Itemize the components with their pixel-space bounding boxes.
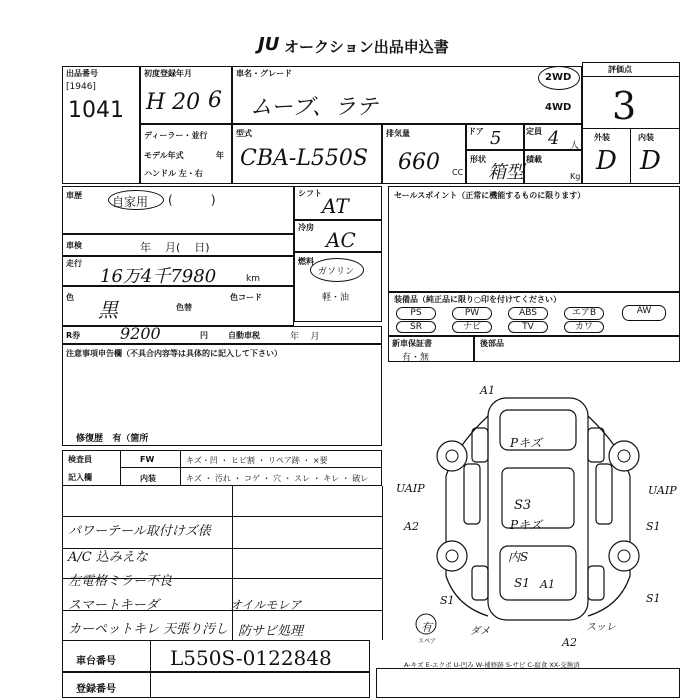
equip-ps: PS [396, 307, 436, 320]
tax-text: 年 月 [290, 332, 320, 342]
history-value: 自家用 [112, 195, 149, 209]
shift-label: シフト [298, 189, 322, 198]
back-parts-box [474, 336, 680, 362]
mileage-unit: km [246, 274, 260, 284]
dmg-a1-top: A1 [480, 384, 495, 397]
handle-label: ハンドル 左・右 [144, 169, 203, 178]
ext-label: 外装 [594, 133, 610, 142]
spare-label: スペア [418, 638, 437, 645]
inspection-label: 車検 [66, 241, 82, 250]
dmg-dame: ダメ [470, 626, 490, 637]
shape-value: 箱型 [488, 162, 524, 183]
recycle-label: R券 [66, 331, 81, 340]
doors-value: 5 [490, 128, 502, 149]
score-value: 3 [612, 84, 637, 128]
load-label: 積載 [526, 155, 542, 164]
ext-grade: D [596, 146, 617, 176]
tax-label: 自動車税 [228, 331, 260, 340]
fuel-value: ガソリン [318, 267, 355, 277]
capacity-value: 4 [548, 128, 560, 149]
int-label: 内装 [638, 133, 654, 142]
lot-number: 1041 [68, 98, 124, 123]
note-line-4: スマートキーダ [68, 598, 159, 613]
recycle-unit: 円 [200, 331, 208, 340]
recycle-box [62, 326, 382, 344]
lot-label: 出品番号 [66, 69, 98, 78]
fuel-label: 燃料 [298, 257, 314, 266]
displacement-value: 660 [398, 150, 440, 175]
equip-aw: AW [622, 305, 666, 321]
capacity-unit: 人 [570, 141, 580, 151]
chassis-value: L550S-0122848 [170, 646, 332, 670]
writer-label: 記入欄 [68, 473, 92, 482]
model-label: 型式 [236, 129, 252, 138]
car-name-label: 車名・グレード [236, 69, 292, 78]
sales-label: セールスポイント（正常に機能するものに限ります） [394, 191, 586, 200]
dmg-s1-left: S1 [440, 594, 455, 607]
recycle-value: 9200 [120, 324, 161, 343]
ac-value: AC [326, 228, 356, 252]
displacement-label: 排気量 [386, 129, 410, 138]
fw-label: FW [140, 455, 155, 464]
first-reg-label: 初度登録年月 [144, 69, 192, 78]
logo: JU [258, 34, 280, 55]
mid-note-2: 防サビ処理 [238, 624, 304, 639]
shape-label: 形状 [470, 155, 486, 164]
form-title: オークション出品申込書 [284, 38, 449, 56]
ac-label: 冷房 [298, 223, 314, 232]
damage-legend: A-キズ E-エクボ U-凹み W-補修跡 S-サビ C-腐食 XX-交換済 [404, 661, 580, 669]
color-label: 色 [66, 293, 74, 302]
warranty-label: 新車保証書 [392, 339, 432, 348]
color-code-label: 色コード [230, 293, 262, 302]
fw-text: キズ・凹 ・ ヒビ割 ・ リペア跡 ・ ×要 [186, 456, 328, 465]
warranty-value: 有・無 [402, 353, 430, 363]
back-parts-label: 後部品 [480, 339, 504, 348]
first-reg-year: H 20 [146, 90, 201, 115]
four-wd: 4WD [545, 102, 572, 113]
capacity-label: 定員 [526, 127, 542, 136]
stamp-box [376, 668, 680, 698]
lot-sub: [1946] [66, 82, 96, 92]
dmg-a2-bottom: A2 [562, 636, 577, 649]
model-year-label: モデル年式 [144, 151, 184, 160]
note-line-5: カーペットキレ 天張り汚し [68, 622, 229, 637]
equipment-label: 装備品（純正品に限り○印を付けてください） [394, 295, 561, 304]
notes-label: 注意事項申告欄（不具合内容等は具体的に記入して下さい） [66, 349, 282, 358]
dmg-s1-rear-right: S1 [646, 592, 661, 605]
model-year-suffix: 年 [216, 151, 224, 160]
equip-leather: カワ [564, 321, 604, 333]
mileage-value: 16万4千7980 [100, 266, 217, 287]
equip-abs: ABS [508, 307, 548, 320]
inner-text: キズ ・ 汚れ ・ コゲ ・ 穴 ・ スレ ・ キレ ・ 破レ [186, 474, 369, 483]
first-reg-month: 6 [208, 88, 222, 113]
inner-label: 内装 [140, 474, 156, 483]
color-no-label: 色替 [176, 303, 192, 312]
dmg-sure: スッレ [586, 622, 616, 633]
color-value: 黒 [98, 298, 118, 322]
history-label: 車歴 [66, 191, 82, 200]
score-label: 評価点 [608, 65, 632, 74]
dmg-a1-bottom: A1 [540, 578, 555, 591]
spare-yes: 有 [421, 621, 432, 634]
note-line-2: A/C 込みえな [68, 550, 148, 565]
equip-tv: TV [508, 321, 548, 333]
dmg-uchi-s: 内S [508, 550, 529, 564]
dmg-s3: S3 [514, 498, 532, 513]
note-line-1: パワーテール取付けズ俵 [68, 524, 211, 539]
dealer-label: ディーラー・並行 [144, 131, 208, 140]
two-wd: 2WD [545, 72, 572, 83]
inspector-label: 検査員 [68, 455, 92, 464]
equip-sr: SR [396, 321, 436, 333]
dmg-s1-bottom: S1 [514, 576, 530, 590]
displacement-unit: CC [452, 168, 464, 177]
notes-repair: 修復歴 有（箇所 [76, 434, 149, 444]
dmg-s1-right: S1 [646, 520, 661, 533]
model-value: CBA-L550S [240, 146, 368, 171]
car-diagram [396, 376, 680, 642]
mid-note-1: オイルモレア [230, 598, 302, 612]
shift-value: AT [322, 194, 349, 218]
sales-box [388, 186, 680, 292]
dmg-a1-right: UAIP [648, 484, 677, 497]
dmg-uaip: UAIP [396, 482, 425, 495]
load-unit: Kg [570, 172, 581, 181]
dmg-pkizu-top: Pキズ [510, 436, 542, 450]
note-line-3: 左電格ミラー不良 [68, 574, 173, 589]
dmg-pkizu-mid: Pキズ [510, 518, 542, 532]
equip-navi: ナビ [452, 321, 492, 333]
dmg-a2-left: A2 [404, 520, 419, 533]
int-grade: D [640, 146, 661, 176]
inspection-text: 年 月( 日) [140, 241, 210, 254]
equip-airbag: エアB [564, 307, 604, 320]
mileage-label: 走行 [66, 259, 82, 268]
doors-label: ドア [468, 127, 484, 136]
registration-label: 登録番号 [76, 684, 116, 695]
chassis-label: 車台番号 [76, 656, 116, 667]
car-name: ムーブ、ラテ [250, 95, 379, 120]
equip-pw: PW [452, 307, 492, 320]
fuel-other: 軽・油 [322, 293, 350, 303]
history-paren: ( ) [168, 193, 216, 207]
